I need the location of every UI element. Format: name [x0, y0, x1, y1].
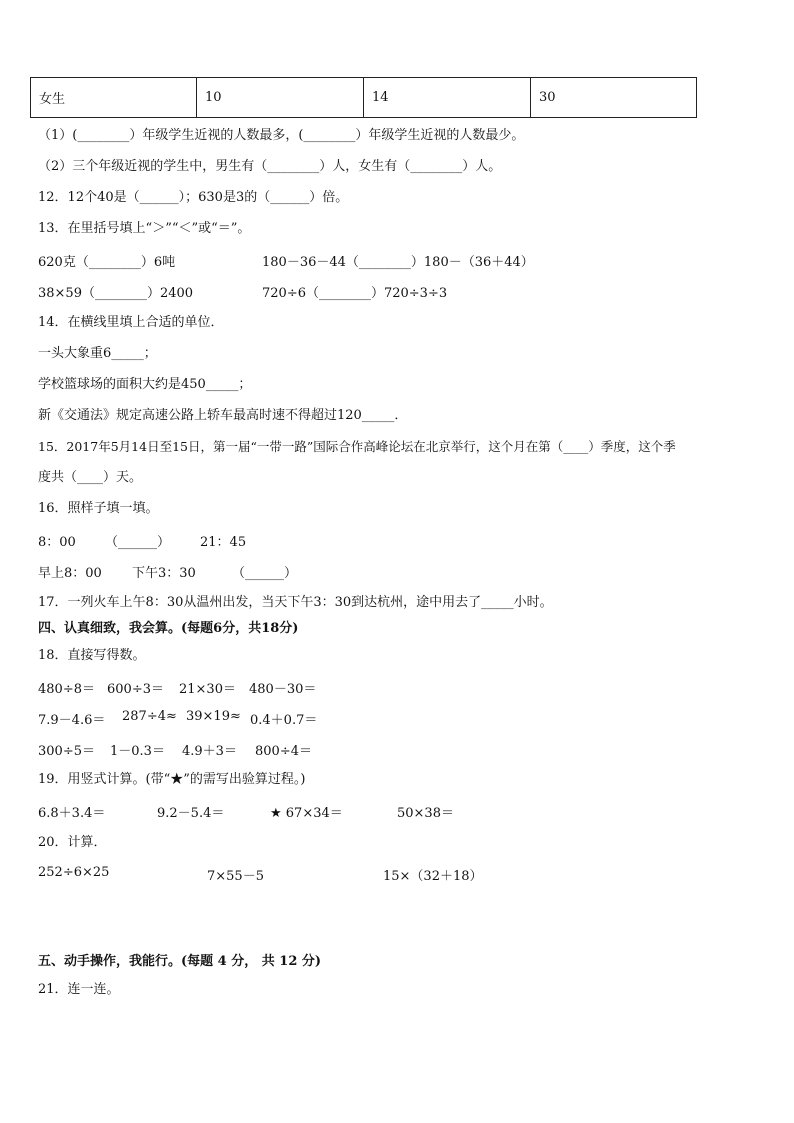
q16-blank: （______） [232, 566, 298, 581]
q12: 12．12个40是（______）；630是3的（______）倍。 [38, 190, 349, 205]
section-4-heading: 四、认真细致，我会算。(每题6分，共18分) [38, 621, 299, 636]
q18-item: 39×19≈ [186, 709, 241, 724]
q19-prompt: 19．用竖式计算。(带“★”的需写出验算过程。) [38, 772, 306, 787]
q19-item: ★ 67×34＝ [270, 806, 343, 821]
q19-item: 50×38＝ [397, 806, 454, 821]
q13-compare-a2: 180－36－44（________）180－（36＋44） [262, 255, 534, 270]
q13-compare-a1: 620克（________）6吨 [38, 255, 176, 270]
q16-afternoon: 下午3：30 [132, 566, 196, 581]
section-5-heading: 五、动手操作，我能行。(每题 4 分， 共 12 分) [38, 954, 322, 969]
q13-compare-b1: 38×59（________）2400 [38, 286, 194, 301]
q18-item: 300÷5＝ [38, 744, 95, 759]
q18-item: 0.4＋0.7＝ [250, 713, 318, 728]
q20-prompt: 20．计算． [38, 835, 107, 850]
table-cell: 14 [364, 78, 531, 118]
q14-prompt: 14．在横线里填上合适的单位． [38, 315, 224, 330]
q20-item: 7×55－5 [207, 869, 264, 884]
q16-prompt: 16．照样子填一填。 [38, 501, 159, 516]
q15-line1: 15．2017年5月14日至15日，第一届“一带一路”国际合作高峰论坛在北京举行，这个月在第（____）季度，这个季 [38, 439, 676, 454]
q13-compare-b2: 720÷6（________）720÷3÷3 [262, 286, 448, 301]
q13-prompt: 13．在里括号填上“＞”“＜”或“＝”。 [38, 221, 251, 236]
q16-morning: 早上8：00 [38, 566, 102, 581]
table-cell: 女生 [31, 78, 197, 118]
q21-prompt: 21．连一连。 [38, 982, 120, 997]
table-row [31, 78, 697, 118]
q11-part2: （2）三个年级近视的学生中，男生有（________）人，女生有（________）人。 [38, 159, 502, 174]
q20-item: 15×（32＋18） [383, 869, 483, 884]
q18-item: 480－30＝ [249, 682, 317, 697]
q18-item: 800÷4＝ [255, 744, 312, 759]
q14-item-c: 新《交通法》规定高速公路上轿车最高时速不得超过120_____． [38, 408, 408, 423]
q11-part1: （1）(________）年级学生近视的人数最多，(________）年级学生近视的人数最少。 [38, 128, 525, 143]
q18-item: 1－0.3＝ [110, 744, 165, 759]
q18-item: 480÷8＝ [38, 682, 95, 697]
q18-item: 287÷4≈ [122, 709, 177, 724]
grade-table [30, 77, 697, 118]
q18-item: 600÷3＝ [107, 682, 164, 697]
q18-item: 7.9－4.6＝ [38, 713, 106, 728]
table-cell: 30 [531, 78, 697, 118]
q16-example-answer: 21：45 [200, 535, 247, 550]
q17: 17．一列火车上午8：30从温州出发，当天下午3：30到达杭州，途中用去了_____小时。 [38, 595, 553, 610]
q14-item-a: 一头大象重6_____； [38, 346, 157, 361]
q14-item-b: 学校篮球场的面积大约是450_____； [38, 377, 252, 392]
q18-item: 4.9＋3＝ [182, 744, 237, 759]
q18-prompt: 18．直接写得数。 [38, 648, 146, 663]
table-cell: 10 [197, 78, 364, 118]
q16-example-blank: （______） [105, 535, 171, 550]
q19-item: 6.8＋3.4＝ [38, 806, 106, 821]
q18-item: 21×30＝ [179, 682, 236, 697]
q15-line2: 度共（____）天。 [38, 470, 143, 485]
q20-item: 252÷6×25 [38, 865, 110, 880]
q19-item: 9.2－5.4＝ [157, 806, 225, 821]
q16-example-time: 8：00 [38, 535, 76, 550]
